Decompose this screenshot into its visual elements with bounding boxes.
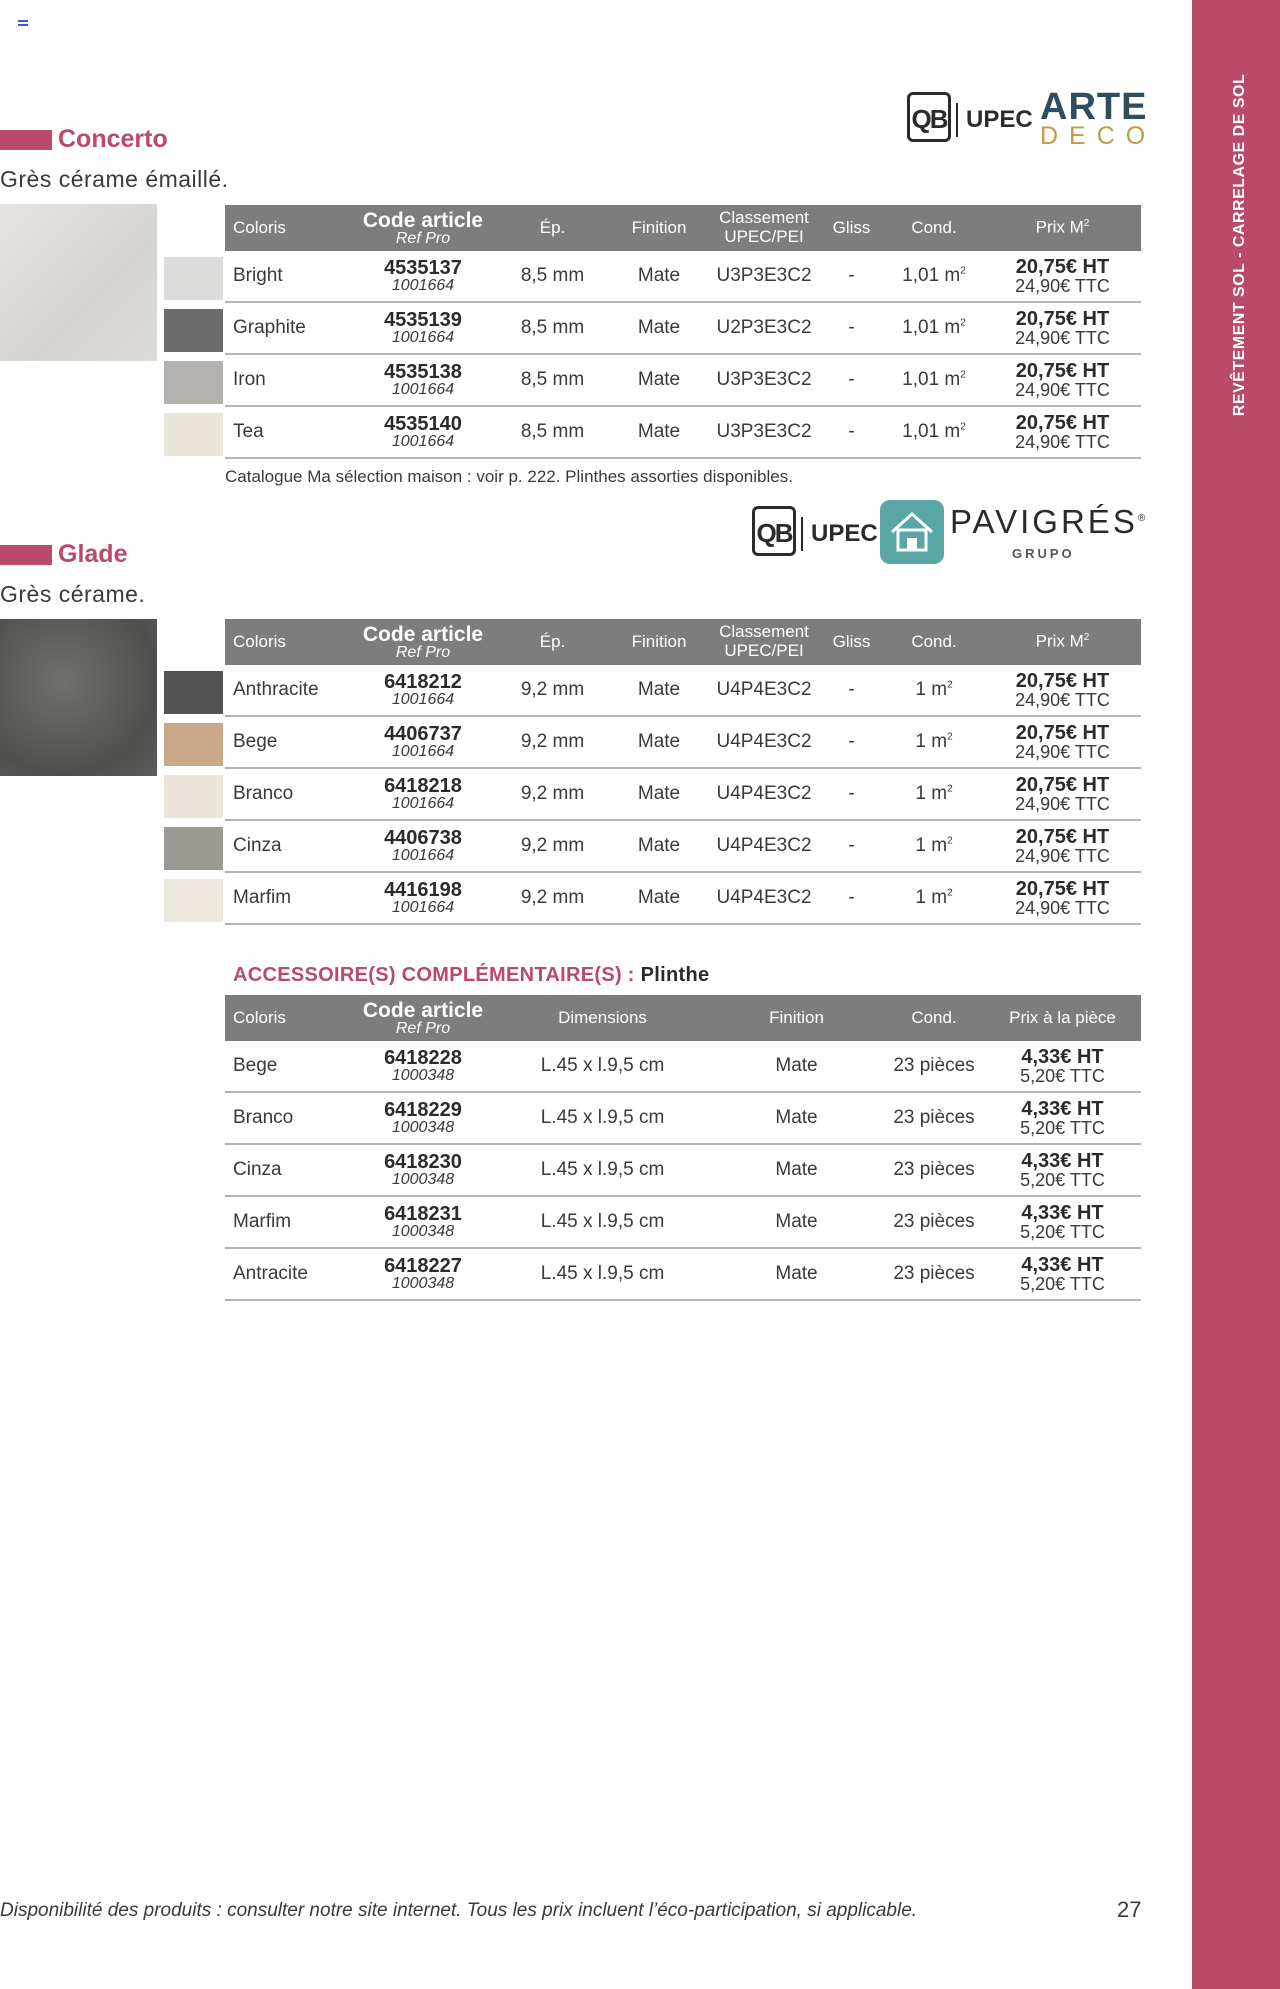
cell-classement: U2P3E3C2 [709, 302, 819, 354]
cell-code: 6418212 1001664 [350, 665, 496, 716]
cell-classement: U3P3E3C2 [709, 406, 819, 458]
cell-cond: 1 $m^2$ [884, 820, 984, 872]
concerto-table [225, 205, 1141, 459]
cell-cond: 1,01 $m^2$ [884, 251, 984, 302]
cell-finition: Mate [609, 665, 709, 716]
table-row [225, 1041, 1141, 1092]
cell-classement: U3P3E3C2 [709, 354, 819, 406]
cell-finition: Mate [609, 406, 709, 458]
cell-cond: 1 $m^2$ [884, 872, 984, 924]
cell-code: 6418218 1001664 [350, 768, 496, 820]
cell-prix: 20,75€ HT 24,90€ TTC [984, 768, 1141, 820]
cell-coloris: Iron [225, 354, 350, 406]
cell-cond: 23 pièces [884, 1144, 984, 1196]
cell-finition: Mate [709, 1196, 884, 1248]
table-row [225, 716, 1141, 768]
col-ep: Ép. [496, 205, 609, 251]
cell-coloris: Bright [225, 251, 350, 302]
cell-cond: 23 pièces [884, 1196, 984, 1248]
col-cond: Cond. [884, 205, 984, 251]
cell-gliss: - [819, 665, 884, 716]
cell-gliss: - [819, 251, 884, 302]
table-row [225, 1092, 1141, 1144]
col-classement: Classement UPEC/PEI [709, 205, 819, 251]
swatch-tea [164, 413, 223, 456]
cell-gliss: - [819, 716, 884, 768]
cell-cond: 1 $m^2$ [884, 665, 984, 716]
page-number: 27 [1117, 1897, 1142, 1922]
cell-prix: 20,75€ HT 24,90€ TTC [984, 302, 1141, 354]
concerto-note: Catalogue Ma sélection maison : voir p. 222. Plinthes assorties disponibles. [225, 467, 793, 486]
cell-finition: Mate [609, 354, 709, 406]
cell-finition: Mate [709, 1092, 884, 1144]
section-subtitle-concerto: Grès cérame émaillé. [0, 166, 229, 192]
cell-code: 4535138 1001664 [350, 354, 496, 406]
cell-classement: U4P4E3C2 [709, 872, 819, 924]
cell-prix: 4,33€ HT 5,20€ TTC [984, 1248, 1141, 1300]
swatch-anthracite [164, 671, 223, 714]
cell-dimensions: L.45 x l.9,5 cm [496, 1092, 709, 1144]
cell-ep: 9,2 mm [496, 768, 609, 820]
table-header-row [225, 995, 1141, 1041]
col-coloris: Coloris [225, 995, 350, 1041]
section-title-concerto: Concerto [58, 125, 168, 153]
cell-prix: 20,75€ HT 24,90€ TTC [984, 872, 1141, 924]
footer-disclaimer: Disponibilité des produits : consulter notre site internet. Tous les prix incluent l’éco-participation, si applicable. [0, 1900, 918, 1921]
swatch-marfim [164, 879, 223, 922]
cell-dimensions: L.45 x l.9,5 cm [496, 1196, 709, 1248]
col-code: Code article Ref Pro [350, 619, 496, 665]
cell-gliss: - [819, 768, 884, 820]
cell-dimensions: L.45 x l.9,5 cm [496, 1248, 709, 1300]
swatch-bright [164, 257, 223, 300]
col-dimensions: Dimensions [496, 995, 709, 1041]
glade-table [225, 619, 1141, 925]
cell-classement: U4P4E3C2 [709, 665, 819, 716]
cell-ep: 8,5 mm [496, 406, 609, 458]
table-row [225, 1144, 1141, 1196]
cell-coloris: Bege [225, 716, 350, 768]
col-coloris: Coloris [225, 205, 350, 251]
cell-finition: Mate [709, 1248, 884, 1300]
arte-logo-top: ARTE [1040, 86, 1148, 128]
table-row [225, 251, 1141, 302]
cell-classement: U4P4E3C2 [709, 820, 819, 872]
cell-code: 4406738 1001664 [350, 820, 496, 872]
table-row [225, 820, 1141, 872]
arte-logo-bottom: DECO [1040, 122, 1157, 150]
table-row [225, 302, 1141, 354]
pavigres-grupo: GRUPO [1012, 546, 1075, 561]
cell-prix: 20,75€ HT 24,90€ TTC [984, 665, 1141, 716]
col-ep: Ép. [496, 619, 609, 665]
col-cond: Cond. [884, 995, 984, 1041]
section-subtitle-glade: Grès cérame. [0, 581, 146, 607]
sidebar-label: REVÊTEMENT SOL - CARRELAGE DE SOL [1231, 73, 1248, 417]
upec-logo: UPEC [801, 517, 878, 551]
menu-icon[interactable] [18, 20, 28, 28]
col-finition: Finition [709, 995, 884, 1041]
cell-cond: 1,01 $m^2$ [884, 406, 984, 458]
glade-product-image [0, 619, 157, 776]
pavigres-house-icon [880, 500, 944, 564]
cell-coloris: Bege [225, 1041, 350, 1092]
col-gliss: Gliss [819, 619, 884, 665]
cell-dimensions: L.45 x l.9,5 cm [496, 1144, 709, 1196]
cell-code: 6418231 1000348 [350, 1196, 496, 1248]
cell-prix: 4,33€ HT 5,20€ TTC [984, 1041, 1141, 1092]
cell-gliss: - [819, 302, 884, 354]
cell-code: 4535140 1001664 [350, 406, 496, 458]
cell-code: 4406737 1001664 [350, 716, 496, 768]
table-row [225, 1248, 1141, 1300]
table-header-row [225, 205, 1141, 251]
cell-ep: 9,2 mm [496, 820, 609, 872]
col-prix: Prix à la pièce [984, 995, 1141, 1041]
upec-logo: UPEC [956, 103, 1033, 137]
cell-finition: Mate [609, 768, 709, 820]
table-row [225, 406, 1141, 458]
concerto-product-image [0, 204, 157, 361]
cell-code: 6418227 1000348 [350, 1248, 496, 1300]
cell-prix: 20,75€ HT 24,90€ TTC [984, 716, 1141, 768]
cell-coloris: Antracite [225, 1248, 350, 1300]
col-classement: Classement UPEC/PEI [709, 619, 819, 665]
table-header-row [225, 619, 1141, 665]
pavigres-logo: PAVIGRÉS® [950, 503, 1149, 540]
cell-coloris: Branco [225, 1092, 350, 1144]
cell-ep: 8,5 mm [496, 251, 609, 302]
cell-finition: Mate [609, 251, 709, 302]
cell-classement: U4P4E3C2 [709, 716, 819, 768]
cell-cond: 23 pièces [884, 1041, 984, 1092]
qb-logo-icon: QB [907, 92, 951, 142]
col-prix: Prix $M^2$ [984, 205, 1141, 251]
cell-finition: Mate [609, 872, 709, 924]
cell-cond: 23 pièces [884, 1092, 984, 1144]
cell-cond: 1,01 $m^2$ [884, 354, 984, 406]
cell-finition: Mate [609, 302, 709, 354]
cell-dimensions: L.45 x l.9,5 cm [496, 1041, 709, 1092]
cell-ep: 8,5 mm [496, 354, 609, 406]
cell-ep: 9,2 mm [496, 665, 609, 716]
table-row [225, 872, 1141, 924]
cell-code: 6418230 1000348 [350, 1144, 496, 1196]
col-coloris: Coloris [225, 619, 350, 665]
cell-prix: 20,75€ HT 24,90€ TTC [984, 820, 1141, 872]
cell-classement: U3P3E3C2 [709, 251, 819, 302]
cell-ep: 9,2 mm [496, 716, 609, 768]
section-marker [0, 130, 52, 150]
cell-code: 4535139 1001664 [350, 302, 496, 354]
table-row [225, 1196, 1141, 1248]
cell-coloris: Branco [225, 768, 350, 820]
cell-ep: 8,5 mm [496, 302, 609, 354]
cell-coloris: Graphite [225, 302, 350, 354]
cell-finition: Mate [609, 820, 709, 872]
swatch-graphite [164, 309, 223, 352]
col-finition: Finition [609, 205, 709, 251]
cell-cond: 1 $m^2$ [884, 716, 984, 768]
cell-coloris: Cinza [225, 820, 350, 872]
cell-ep: 9,2 mm [496, 872, 609, 924]
cell-gliss: - [819, 820, 884, 872]
cell-coloris: Tea [225, 406, 350, 458]
cell-finition: Mate [709, 1041, 884, 1092]
cell-gliss: - [819, 872, 884, 924]
cell-coloris: Marfim [225, 1196, 350, 1248]
cell-prix: 4,33€ HT 5,20€ TTC [984, 1196, 1141, 1248]
swatch-branco [164, 775, 223, 818]
cell-prix: 20,75€ HT 24,90€ TTC [984, 406, 1141, 458]
accessories-title: ACCESSOIRE(S) COMPLÉMENTAIRE(S) : Plinthe [233, 964, 710, 986]
col-cond: Cond. [884, 619, 984, 665]
swatch-cinza [164, 827, 223, 870]
cell-code: 6418228 1000348 [350, 1041, 496, 1092]
cell-cond: 23 pièces [884, 1248, 984, 1300]
qb-logo-icon: QB [752, 506, 796, 556]
col-gliss: Gliss [819, 205, 884, 251]
cell-coloris: Anthracite [225, 665, 350, 716]
cell-prix: 4,33€ HT 5,20€ TTC [984, 1144, 1141, 1196]
swatch-iron [164, 361, 223, 404]
cell-coloris: Marfim [225, 872, 350, 924]
cell-prix: 4,33€ HT 5,20€ TTC [984, 1092, 1141, 1144]
col-code: Code article Ref Pro [350, 995, 496, 1041]
cell-coloris: Cinza [225, 1144, 350, 1196]
table-row [225, 354, 1141, 406]
cell-classement: U4P4E3C2 [709, 768, 819, 820]
table-row [225, 768, 1141, 820]
cell-finition: Mate [709, 1144, 884, 1196]
cell-prix: 20,75€ HT 24,90€ TTC [984, 251, 1141, 302]
cell-gliss: - [819, 406, 884, 458]
cell-prix: 20,75€ HT 24,90€ TTC [984, 354, 1141, 406]
swatch-bege [164, 723, 223, 766]
col-prix: Prix $M^2$ [984, 619, 1141, 665]
table-row [225, 665, 1141, 716]
col-finition: Finition [609, 619, 709, 665]
cell-cond: 1,01 $m^2$ [884, 302, 984, 354]
cell-cond: 1 $m^2$ [884, 768, 984, 820]
cell-gliss: - [819, 354, 884, 406]
cell-code: 6418229 1000348 [350, 1092, 496, 1144]
cell-code: 4416198 1001664 [350, 872, 496, 924]
col-code: Code article Ref Pro [350, 205, 496, 251]
cell-code: 4535137 1001664 [350, 251, 496, 302]
section-marker [0, 545, 52, 565]
section-title-glade: Glade [58, 540, 128, 568]
cell-finition: Mate [609, 716, 709, 768]
accessories-table [225, 995, 1141, 1301]
